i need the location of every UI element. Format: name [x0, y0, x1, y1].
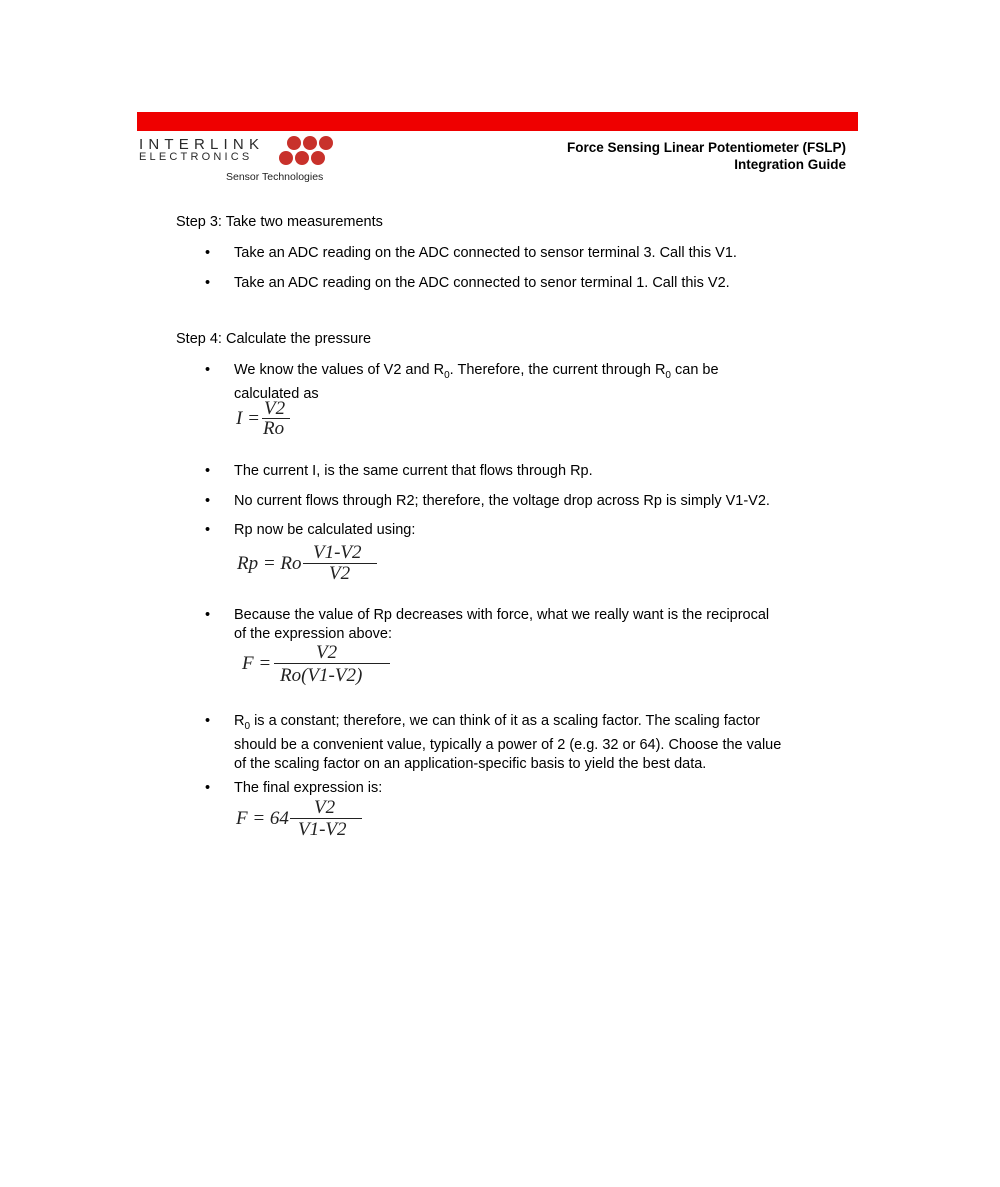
logo-word-interlink: INTERLINK [139, 136, 265, 153]
equation-current [236, 398, 306, 440]
bullet-icon: • [205, 780, 211, 796]
equation-lhs: F = [242, 653, 272, 674]
list-item-text: The current I, is the same current that flows through Rp. [234, 463, 593, 479]
logo-dot-icon [279, 151, 293, 165]
equation-lhs: I = [236, 408, 260, 429]
bullet-icon: • [205, 713, 211, 729]
equation-final [236, 797, 376, 843]
bullet-icon: • [205, 463, 211, 479]
equation-lhs: Rp = Ro [237, 553, 302, 574]
equation-denominator: V2 [329, 563, 351, 584]
bullet-icon: • [205, 493, 211, 509]
document-title-line1: Force Sensing Linear Potentiometer (FSLP) [566, 140, 846, 155]
fraction-bar [274, 663, 390, 664]
list-item-text: We know the values of V2 and $R_0$. Therefore, the current through $R_0$ can be calculated as [234, 362, 719, 402]
equation-numerator: V2 [316, 642, 338, 663]
list-item-text: No current flows through R2; therefore, the voltage drop across Rp is simply V1-V2. [234, 493, 770, 509]
logo-dot-icon [319, 136, 333, 150]
list-item-text: Rp now be calculated using: [234, 522, 416, 538]
list-item-text: $R_0$ is a constant; therefore, we can think of it as a scaling factor. The scaling factor should be a convenient value, typically a power of 2 (e.g. 32 or 64). Choose the value of the scaling factor on an application-specific basis to yield the best data. [234, 713, 782, 772]
header-red-bar [137, 112, 858, 131]
bullet-icon: • [205, 245, 211, 261]
equation-denominator: Ro(V1-V2) [280, 665, 363, 686]
bullet-icon: • [205, 362, 211, 378]
equation-rp [237, 542, 387, 586]
equation-force [242, 642, 402, 688]
logo-tagline: Sensor Technologies [226, 171, 324, 183]
document-title [567, 139, 846, 173]
logo-dot-icon [287, 136, 301, 150]
list-item-text: Take an ADC reading on the ADC connected to sensor terminal 3. Call this V1. [234, 245, 737, 261]
list-item-text: The final expression is: [234, 780, 383, 796]
bullet-icon: • [205, 522, 211, 538]
equation-numerator: V1-V2 [313, 542, 362, 563]
equation-numerator: V2 [314, 797, 336, 818]
document-title-line2: Integration Guide [734, 157, 846, 172]
bullet-icon: • [205, 275, 211, 291]
logo-dot-icon [295, 151, 309, 165]
logo-dot-icon [311, 151, 325, 165]
equation-numerator: V2 [264, 398, 286, 419]
list-item-text: Take an ADC reading on the ADC connected to senor terminal 1. Call this V2. [234, 275, 730, 291]
step4-heading: Step 4: Calculate the pressure [176, 331, 372, 347]
equation-lhs: F = 64 [236, 808, 289, 829]
logo-word-electronics: ELECTRONICS [139, 151, 253, 163]
interlink-logo [137, 133, 337, 185]
logo-dot-icon [303, 136, 317, 150]
equation-denominator: Ro [263, 418, 285, 439]
bullet-icon: • [205, 607, 211, 623]
list-item-text: Because the value of Rp decreases with force, what we really want is the reciprocal of the expression above: [234, 607, 770, 642]
equation-denominator: V1-V2 [298, 819, 347, 840]
step3-heading: Step 3: Take two measurements [176, 214, 383, 230]
